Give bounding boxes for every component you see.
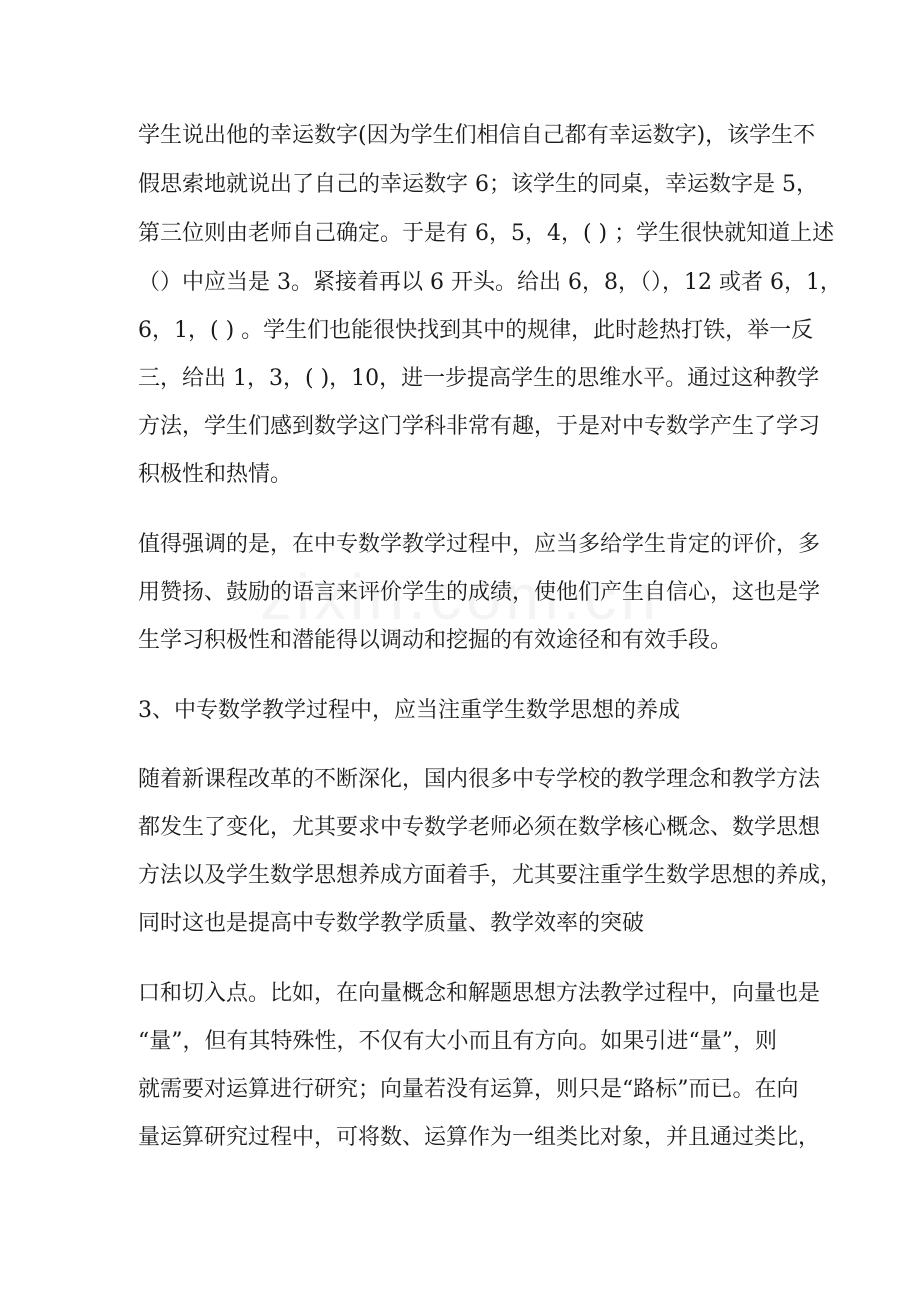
document-page: 学生说出他的幸运数字(因为学生们相信自己都有幸运数字)，该学生不 假思索地就说出了自己的幸运数字 6；该学生的同桌，幸运数字是 5， 第三位则由老师自己确定。于是有 6，5，4，( ) ；学生很快就知道上述 （）中应当是 3。紧接着再以 6 开头。给出 6，8，（），12 或者 6，1， 6，1，( ) 。学生们也能很快找到其中的规律，此时趁热打铁，举一反 三，给出 1，3，( )，10，进一步提高学生的思维水平。通过这种教学 方法，学生们感到数学这门学科非常有趣，于是对中专数学产生了学习 积极性和热情。 值得强调的是，在中专数学教学过程中，应当多给学生肯定的评价，多 用赞扬、鼓励的语言来评价学生的成绩，使他们产生自信心，这也是学 生学习积极性和潜能得以调动和挖掘的有效途径和有效手段。 3、中专数学教学过程中，应当注重学生数学思想的养成 随着新课程改革的不断深化，国内很多中专学校的教学理念和教学方法 都发生了变化，尤其要求中专数学老师必须在数学核心概念、数学思想 方法以及学生数学思想养成方面着手，尤其要注重学生数学思想的养成， 同时这也是提高中专数学教学质量、教学效率的突破 口和切入点。比如，在向量概念和解题思想方法教学过程中，向量也是 “量”，但有其特殊性，不仅有大小而且有方向。如果引进“量”，则 就需要对运算进行研究；向量若没有运算，则只是“路标”而已。在向 量运算研究过程中，可将数、运算作为一组类比对象，并且通过类比， [0,0,920,1302]
